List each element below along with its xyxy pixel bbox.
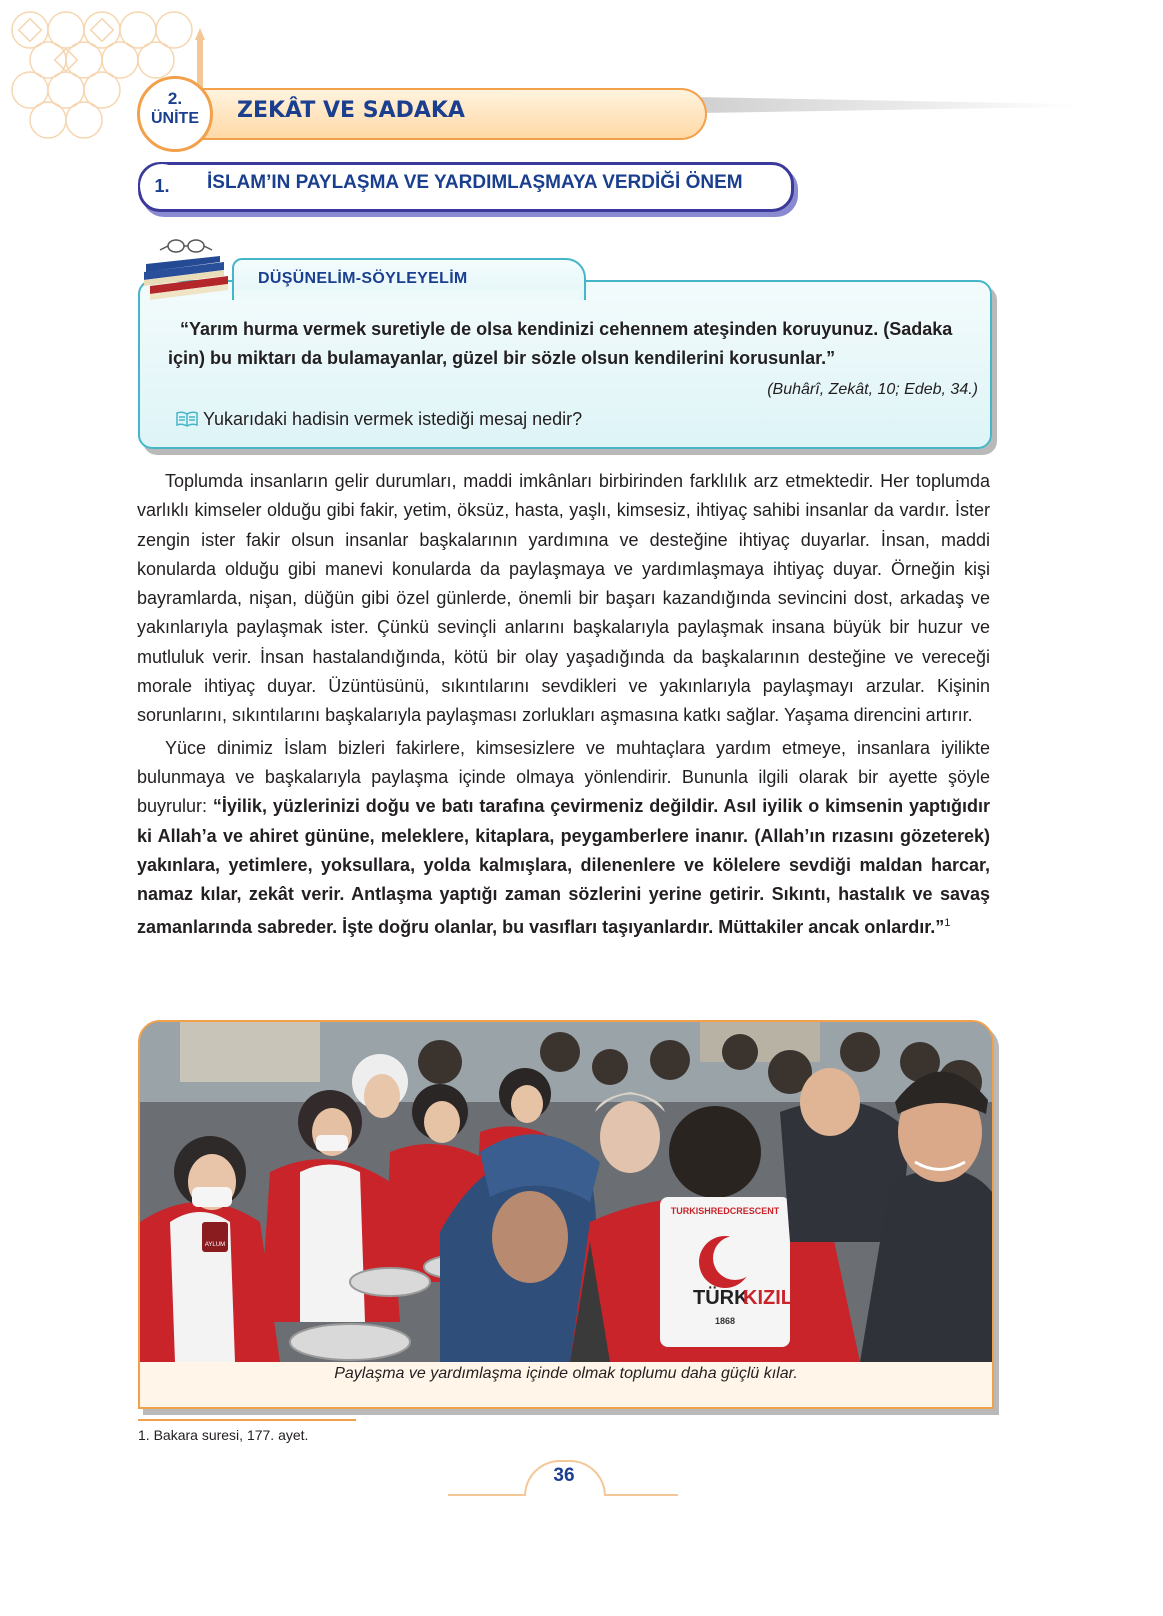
unit-badge: [137, 76, 213, 152]
think-question-text: Yukarıdaki hadisin vermek istediği mesaj nedir?: [203, 409, 583, 429]
footnote: 1. Bakara suresi, 177. ayet.: [138, 1427, 309, 1443]
paragraph-2: [137, 734, 990, 943]
photo-caption: Paylaşma ve yardımlaşma içinde olmak toplumu daha güçlü kılar.: [334, 1365, 798, 1382]
vest-year: 1868: [714, 1316, 736, 1326]
think-question: [176, 409, 582, 430]
footnote-rule: [138, 1419, 356, 1421]
books-with-glasses-icon: [140, 232, 232, 304]
unit-label: ÜNİTE: [151, 110, 199, 127]
think-box-title: DÜŞÜNELİM-SÖYLEYELİM: [258, 270, 468, 287]
vest-logo-part1: TÜRK: [693, 1287, 749, 1309]
footnote-ref: 1: [944, 917, 951, 930]
paragraph-2-intro: Yüce dinimiz İslam bizleri fakirlere, kimsesizlere ve muhtaçlara yardım etmeye, insanlara iyilikte bulunmaya ve başkalarıyla paylaşma içinde olmaya yönlendirir. Bununla ilgili olarak bir ayette şöyle buyrulur:: [137, 737, 990, 817]
vest-top-text: TURKISHREDCRESCENT: [670, 1206, 780, 1216]
section-title: İSLAM’IN PAYLAŞMA VE YARDIMLAŞMAYA VERDİĞİ ÖNEM: [207, 172, 743, 193]
hadith-quote: “Yarım hurma vermek suretiyle de olsa kendinizi cehennem ateşinden koruyunuz. (Sadaka için) bu miktarı da bulamayanlar, güzel bir sözle olsun kendilerini korusunlar.”: [168, 319, 953, 368]
open-book-icon: [176, 411, 198, 427]
badge-text: AYLUM: [204, 1242, 226, 1248]
hadith-source: (Buhârî, Zekât, 10; Edeb, 34.): [767, 381, 978, 398]
verse-quote: “İyilik, yüzlerinizi doğu ve batı tarafına çevirmeniz değildir. Asıl iyilik o kimsenin yaptığıdır ki Allah’a ve ahiret gününe, meleklere, kitaplara, peygamberlere inanır. (Allah’ın rızasını gözeterek) yakınlara, yetimlere, yoksullara, yolda kalmışlara, dilenenlere ve kölelere sevdiği maldan harcar, namaz kılar, zekât verir. Antlaşma yaptığı zaman sözlerini yerine getirir. Sıkıntı, hastalık ve savaş zamanlarında sabreder. İşte doğru olanlar, bu vasıfları taşıyanlardır. Müttakiler ancak onlardır.”: [137, 796, 990, 938]
vest-logo-part2: KIZILAYI: [743, 1287, 825, 1309]
unit-number: 2.: [167, 89, 183, 108]
page-number: 36: [553, 1465, 575, 1486]
unit-title: ZEKÂT VE SADAKA: [237, 98, 465, 123]
photo-frame: [138, 1020, 994, 1409]
red-crescent-volunteers-photo: [140, 1022, 992, 1362]
section-number: 1.: [140, 164, 184, 208]
body-text: [137, 467, 990, 943]
paragraph-1: Toplumda insanların gelir durumları, maddi imkânları birbirinden farklılık arz etmektedir. Her toplumda varlıklı kimseler olduğu gibi fakir, yetim, öksüz, hasta, yaşlı, kimsesiz, ihtiyaç sahibi insanlar da vardır. İster zengin ister fakir olsun insanlar başkalarının yardımına ve desteğine ihtiyaç duyarlar. İnsan, maddi konularda olduğu gibi manevi konularda da paylaşmaya ve yardımlaşmaya ihtiyaç duyar. Örneğin kişi bayramlarda, nişan, düğün gibi özel günlerde, önemli bir başarı kazandığında sevincini dost, arkadaş ve yakınlarıyla paylaşmak ister. Çünkü sevinçli anlarını başkalarıyla paylaşmak insana büyük bir huzur ve mutluluk verir. İnsan hastalandığında, kötü bir olay yaşadığında da başkalarının desteğine ve vereceği morale ihtiyaç duyar. Üzüntüsünü, sıkıntılarını sevdikleri ve yakınlarıyla paylaşmayı arzular. Kişinin sorunlarını, sıkıntılarını başkalarıyla paylaşması zorlukları aşmasına katkı sağlar. Yaşama direncini artırır.: [137, 471, 990, 726]
